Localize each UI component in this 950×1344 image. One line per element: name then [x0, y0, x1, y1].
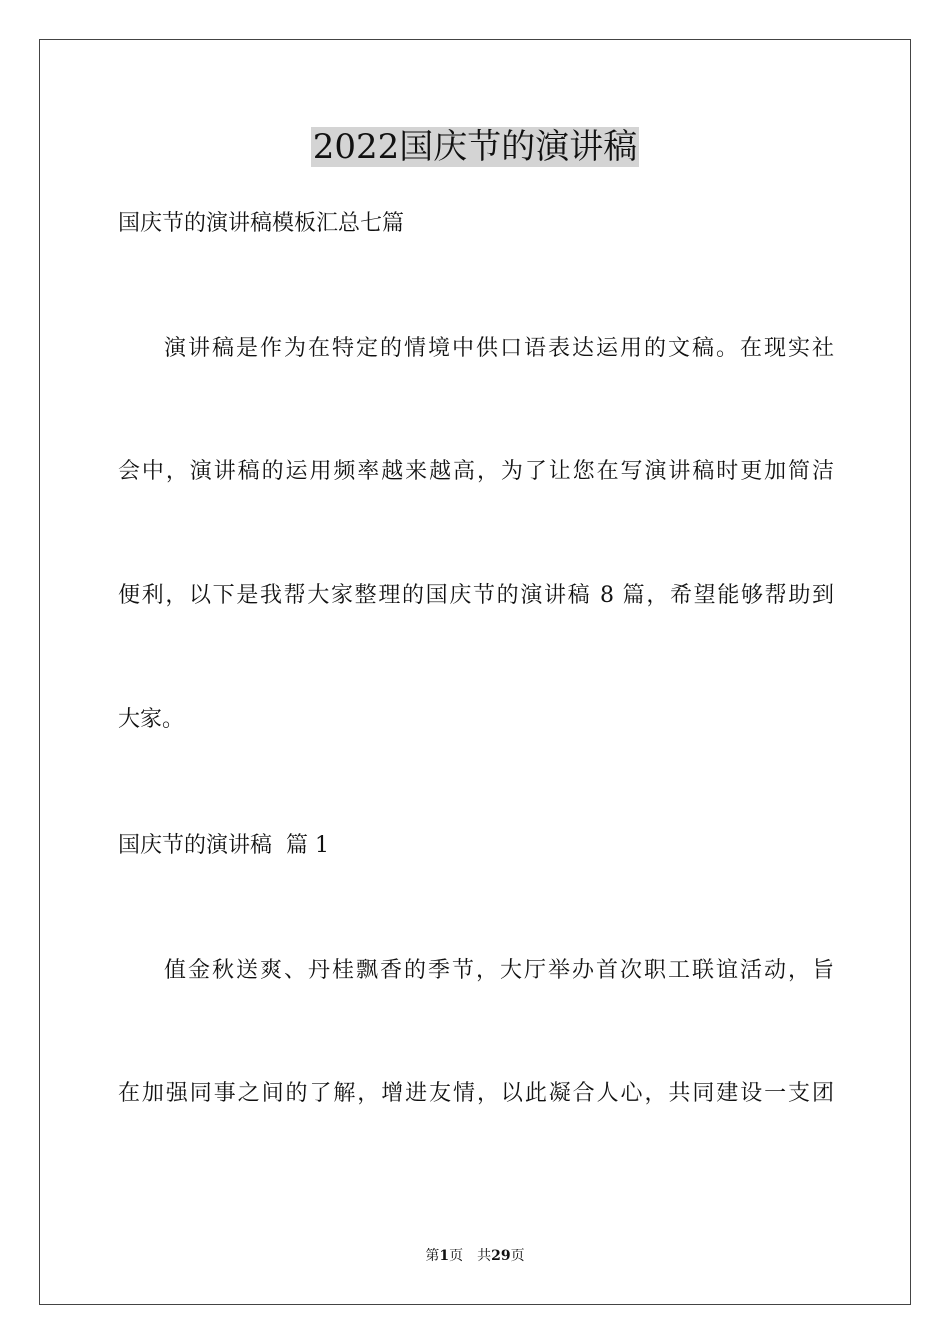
intro-line-1: 演讲稿是作为在特定的情境中供口语表达运用的文稿。在现实社	[164, 336, 834, 361]
document-title-text: 2022国庆节的演讲稿	[312, 127, 638, 167]
footer-page-number: 1	[439, 1248, 450, 1264]
document-title	[0, 122, 950, 172]
intro-line-2: 会中，演讲稿的运用频率越来越高，为了让您在写演讲稿时更加简洁	[118, 459, 834, 484]
section-line-2: 在加强同事之间的了解，增进友情，以此凝合人心，共同建设一支团	[118, 1081, 834, 1106]
footer-total-suffix: 页	[510, 1248, 525, 1264]
page-footer	[0, 1246, 950, 1266]
footer-page-prefix: 第	[425, 1248, 440, 1264]
footer-page-suffix: 页	[449, 1248, 464, 1264]
section-heading: 国庆节的演讲稿 篇 1	[118, 833, 329, 858]
intro-line-4: 大家。	[118, 707, 185, 732]
intro-line-3: 便利，以下是我帮大家整理的国庆节的演讲稿 8 篇，希望能够帮助到	[118, 583, 834, 608]
section-line-1: 值金秋送爽、丹桂飘香的季节，大厅举办首次职工联谊活动，旨	[164, 958, 834, 983]
footer-total-prefix: 共	[477, 1248, 492, 1264]
footer-total-pages: 29	[491, 1248, 511, 1264]
document-subtitle: 国庆节的演讲稿模板汇总七篇	[118, 211, 405, 236]
